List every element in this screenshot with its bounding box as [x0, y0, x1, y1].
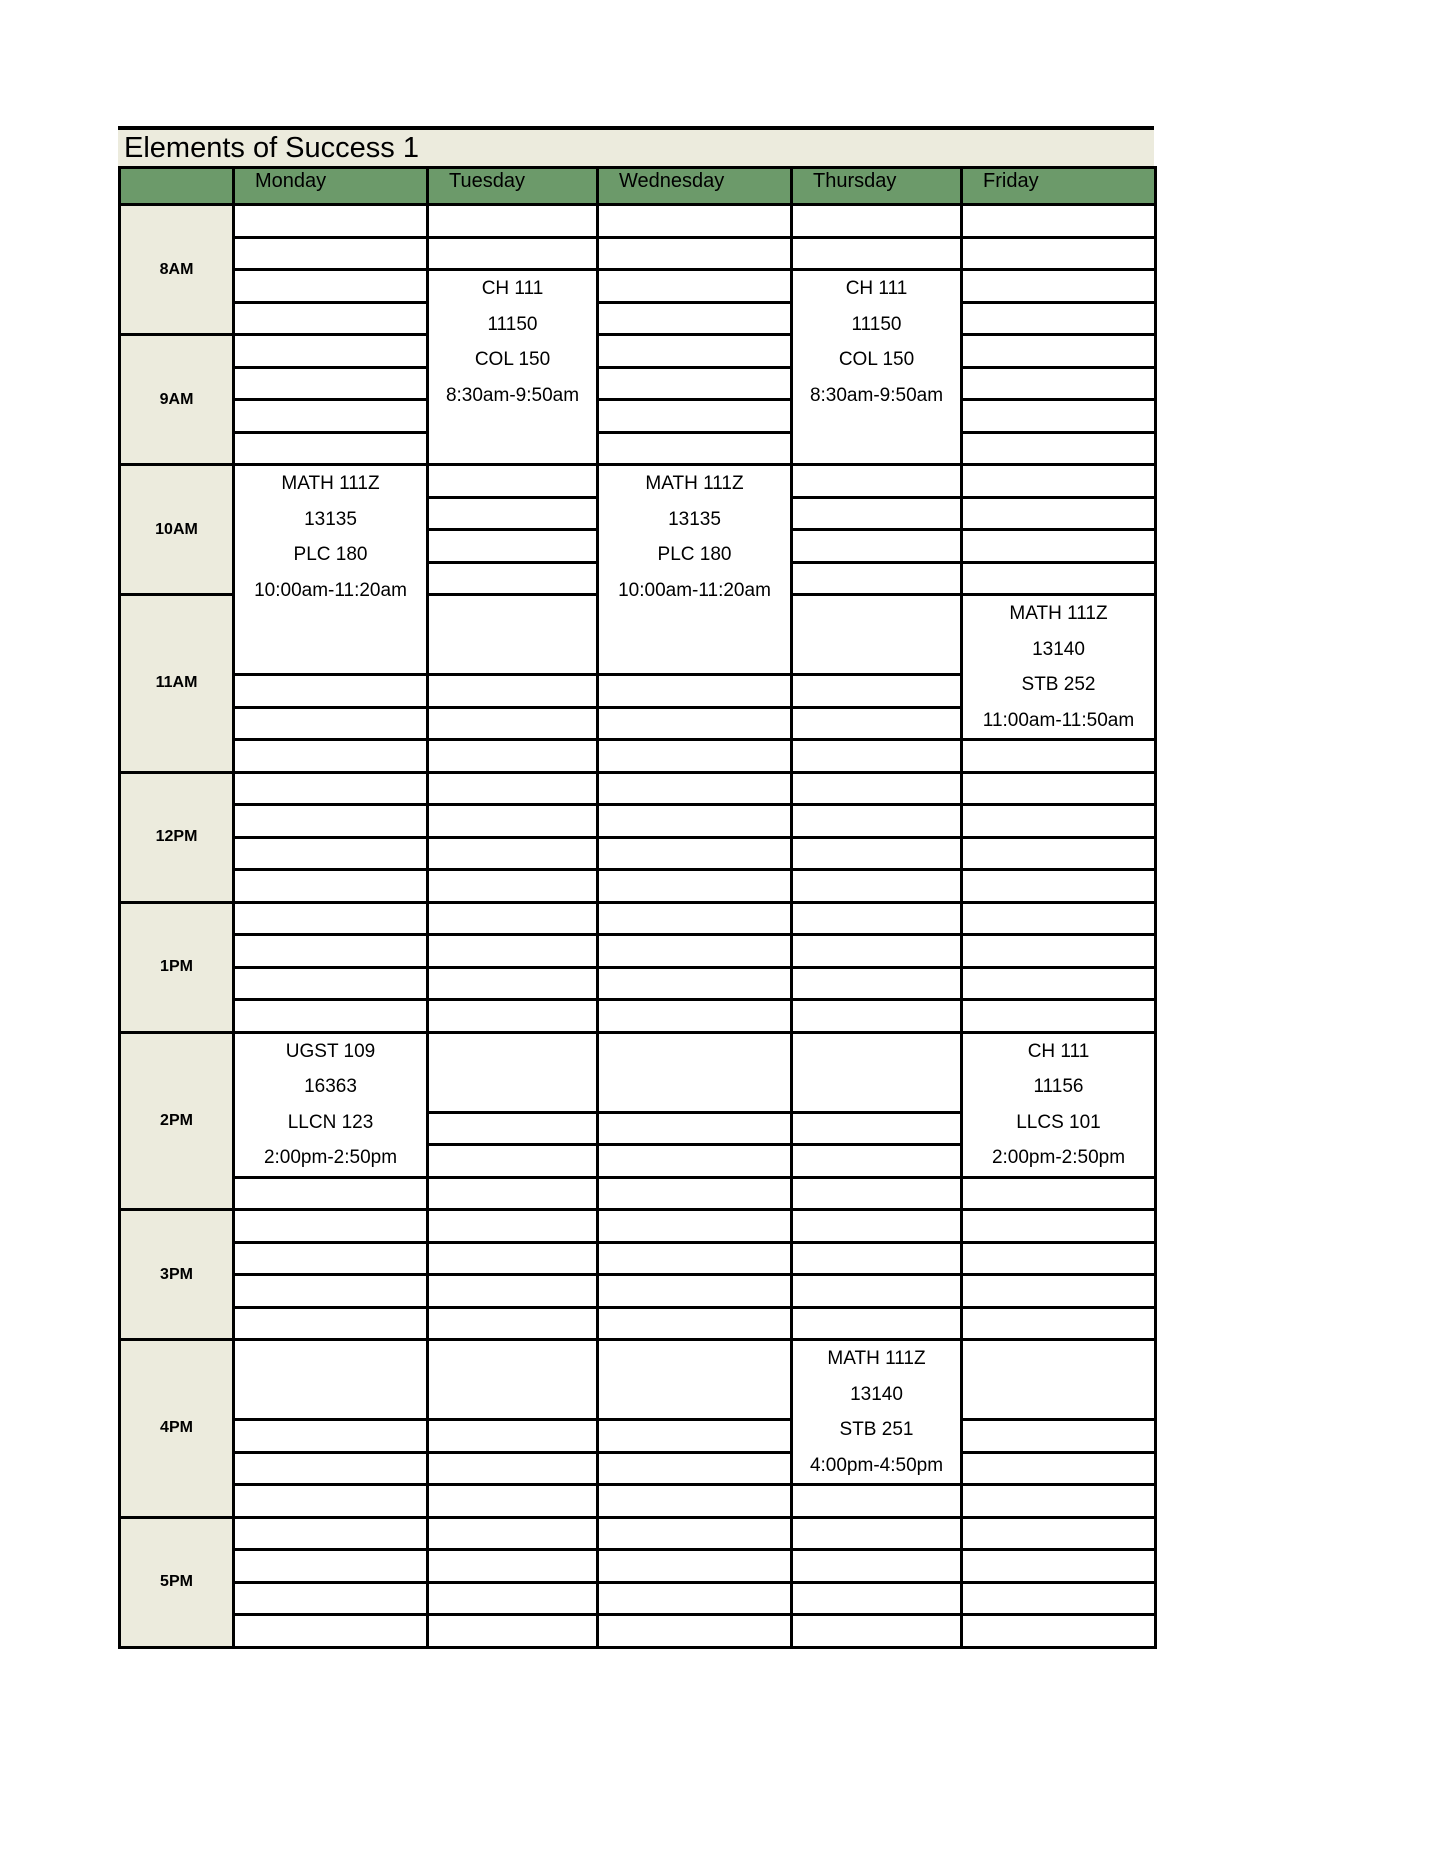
empty-slot — [234, 400, 428, 433]
empty-slot — [962, 1210, 1156, 1243]
time-label: 9AM — [120, 335, 234, 465]
empty-slot — [428, 1000, 598, 1033]
empty-slot — [428, 1420, 598, 1453]
schedule-table — [118, 166, 1157, 1649]
empty-slot — [234, 270, 428, 303]
schedule-row — [120, 805, 1156, 838]
empty-slot — [598, 1210, 792, 1243]
empty-slot — [428, 1032, 598, 1112]
empty-slot — [598, 1275, 792, 1308]
empty-slot — [962, 562, 1156, 595]
empty-slot — [234, 1615, 428, 1648]
class-block-line: 4:00pm-4:50pm — [809, 1454, 944, 1476]
schedule-row — [120, 1242, 1156, 1275]
schedule-row — [120, 1000, 1156, 1033]
empty-slot — [428, 805, 598, 838]
empty-slot — [598, 1420, 792, 1453]
time-label: 8AM — [120, 205, 234, 335]
class-block — [598, 465, 792, 675]
empty-slot — [598, 1452, 792, 1485]
empty-slot — [792, 205, 962, 238]
empty-slot — [792, 967, 962, 1000]
empty-slot — [792, 707, 962, 740]
empty-slot — [598, 1340, 792, 1420]
empty-slot — [598, 237, 792, 270]
empty-slot — [962, 902, 1156, 935]
empty-slot — [962, 400, 1156, 433]
class-block — [428, 270, 598, 465]
schedule-row — [120, 335, 1156, 368]
empty-slot — [598, 1615, 792, 1648]
empty-slot — [792, 1307, 962, 1340]
empty-slot — [792, 1550, 962, 1583]
empty-slot — [234, 967, 428, 1000]
empty-slot — [792, 837, 962, 870]
class-block-line: CH 111 — [845, 278, 908, 299]
empty-slot — [792, 772, 962, 805]
empty-slot — [598, 740, 792, 773]
empty-slot — [962, 805, 1156, 838]
day-header-friday: Friday — [962, 168, 1156, 205]
empty-slot — [598, 1550, 792, 1583]
empty-slot — [428, 1452, 598, 1485]
time-label: 2PM — [120, 1032, 234, 1210]
schedule-row — [120, 740, 1156, 773]
empty-slot — [234, 302, 428, 335]
empty-slot — [962, 1340, 1156, 1420]
class-block-line: 10:00am-11:20am — [618, 579, 771, 601]
class-block-line: COL 150 — [474, 349, 551, 370]
schedule-row — [120, 1420, 1156, 1453]
empty-slot — [792, 1210, 962, 1243]
empty-slot — [598, 1032, 792, 1112]
schedule-row — [120, 1307, 1156, 1340]
empty-slot — [598, 205, 792, 238]
class-block-line: MATH 111Z — [281, 473, 380, 494]
empty-slot — [792, 530, 962, 563]
schedule-row — [120, 270, 1156, 303]
empty-slot — [962, 935, 1156, 968]
class-block-line: 13135 — [668, 508, 721, 530]
empty-slot — [792, 870, 962, 903]
empty-slot — [792, 1485, 962, 1518]
empty-slot — [234, 1242, 428, 1275]
schedule-row — [120, 1582, 1156, 1615]
empty-slot — [428, 465, 598, 498]
empty-slot — [428, 1582, 598, 1615]
empty-slot — [792, 1112, 962, 1145]
empty-slot — [792, 1177, 962, 1210]
empty-slot — [598, 335, 792, 368]
schedule-row — [120, 902, 1156, 935]
class-block-line: CH 111 — [481, 278, 544, 299]
empty-slot — [428, 1340, 598, 1420]
empty-slot — [598, 1242, 792, 1275]
schedule-row — [120, 967, 1156, 1000]
empty-slot — [792, 562, 962, 595]
schedule-row — [120, 1275, 1156, 1308]
class-block-line: 2:00pm-2:50pm — [991, 1147, 1126, 1168]
schedule-title: Elements of Success 1 — [124, 132, 419, 164]
empty-slot — [428, 772, 598, 805]
empty-slot — [598, 707, 792, 740]
empty-slot — [234, 1307, 428, 1340]
empty-slot — [234, 837, 428, 870]
empty-slot — [598, 302, 792, 335]
empty-slot — [962, 1307, 1156, 1340]
empty-slot — [428, 1275, 598, 1308]
empty-slot — [962, 1275, 1156, 1308]
schedule-row — [120, 205, 1156, 238]
empty-slot — [598, 400, 792, 433]
class-block-line: 11150 — [851, 313, 902, 335]
empty-slot — [598, 1112, 792, 1145]
empty-slot — [428, 1517, 598, 1550]
empty-slot — [234, 1582, 428, 1615]
empty-slot — [962, 870, 1156, 903]
empty-slot — [792, 1242, 962, 1275]
empty-slot — [234, 1485, 428, 1518]
class-block-line: 11150 — [487, 313, 538, 335]
empty-slot — [598, 1145, 792, 1178]
empty-slot — [962, 1550, 1156, 1583]
empty-slot — [962, 1485, 1156, 1518]
empty-slot — [962, 1582, 1156, 1615]
class-block — [962, 595, 1156, 740]
empty-slot — [234, 1420, 428, 1453]
empty-slot — [962, 530, 1156, 563]
schedule-row — [120, 772, 1156, 805]
time-label: 3PM — [120, 1210, 234, 1340]
empty-slot — [598, 1307, 792, 1340]
empty-slot — [234, 805, 428, 838]
empty-slot — [598, 1582, 792, 1615]
schedule-row — [120, 367, 1156, 400]
empty-slot — [962, 1420, 1156, 1453]
schedule-sheet — [118, 126, 1154, 1649]
empty-slot — [428, 1242, 598, 1275]
empty-slot — [234, 432, 428, 465]
class-block-line: 13140 — [1032, 638, 1085, 660]
empty-slot — [792, 1145, 962, 1178]
empty-slot — [234, 1517, 428, 1550]
empty-slot — [792, 1000, 962, 1033]
time-label: 1PM — [120, 902, 234, 1032]
empty-slot — [598, 967, 792, 1000]
class-block-line: 16363 — [304, 1076, 357, 1097]
empty-slot — [792, 1615, 962, 1648]
empty-slot — [428, 870, 598, 903]
empty-slot — [428, 1307, 598, 1340]
empty-slot — [428, 1145, 598, 1178]
corner-header — [120, 168, 234, 205]
empty-slot — [598, 870, 792, 903]
empty-slot — [234, 1210, 428, 1243]
empty-slot — [234, 870, 428, 903]
class-block-line: PLC 180 — [293, 544, 368, 565]
empty-slot — [962, 205, 1156, 238]
time-label: 4PM — [120, 1340, 234, 1518]
schedule-row — [120, 1517, 1156, 1550]
class-block — [234, 465, 428, 675]
empty-slot — [598, 367, 792, 400]
empty-slot — [598, 902, 792, 935]
schedule-body — [120, 205, 1156, 1648]
empty-slot — [234, 205, 428, 238]
empty-slot — [598, 935, 792, 968]
empty-slot — [962, 270, 1156, 303]
empty-slot — [792, 1032, 962, 1112]
empty-slot — [234, 740, 428, 773]
schedule-row — [120, 400, 1156, 433]
class-block-line: 2:00pm-2:50pm — [263, 1147, 398, 1168]
empty-slot — [792, 935, 962, 968]
schedule-row — [120, 1615, 1156, 1648]
empty-slot — [962, 772, 1156, 805]
empty-slot — [234, 902, 428, 935]
empty-slot — [598, 1177, 792, 1210]
empty-slot — [428, 740, 598, 773]
empty-slot — [598, 1000, 792, 1033]
day-header-tuesday: Tuesday — [428, 168, 598, 205]
empty-slot — [792, 740, 962, 773]
class-block — [962, 1032, 1156, 1177]
empty-slot — [792, 497, 962, 530]
schedule-row — [120, 302, 1156, 335]
class-block-line: 8:30am-9:50am — [445, 384, 580, 406]
empty-slot — [234, 1452, 428, 1485]
empty-slot — [428, 707, 598, 740]
empty-slot — [428, 967, 598, 1000]
empty-slot — [792, 1275, 962, 1308]
schedule-row — [120, 432, 1156, 465]
empty-slot — [962, 367, 1156, 400]
day-header-wednesday: Wednesday — [598, 168, 792, 205]
empty-slot — [792, 237, 962, 270]
schedule-row — [120, 1177, 1156, 1210]
class-block-line: 13140 — [850, 1383, 903, 1405]
empty-slot — [428, 205, 598, 238]
empty-slot — [428, 595, 598, 675]
empty-slot — [428, 675, 598, 708]
empty-slot — [234, 367, 428, 400]
time-label: 11AM — [120, 595, 234, 773]
empty-slot — [428, 1177, 598, 1210]
day-header-row — [120, 168, 1156, 205]
empty-slot — [962, 237, 1156, 270]
empty-slot — [598, 432, 792, 465]
class-block-line: 8:30am-9:50am — [809, 384, 944, 406]
empty-slot — [234, 707, 428, 740]
schedule-row — [120, 237, 1156, 270]
empty-slot — [234, 772, 428, 805]
empty-slot — [962, 497, 1156, 530]
empty-slot — [428, 1550, 598, 1583]
empty-slot — [234, 1275, 428, 1308]
schedule-row — [120, 1485, 1156, 1518]
empty-slot — [428, 935, 598, 968]
empty-slot — [962, 740, 1156, 773]
empty-slot — [428, 237, 598, 270]
empty-slot — [962, 465, 1156, 498]
day-header-monday: Monday — [234, 168, 428, 205]
empty-slot — [792, 1582, 962, 1615]
empty-slot — [598, 1485, 792, 1518]
empty-slot — [234, 1340, 428, 1420]
empty-slot — [962, 1000, 1156, 1033]
empty-slot — [962, 1242, 1156, 1275]
empty-slot — [428, 497, 598, 530]
empty-slot — [962, 432, 1156, 465]
class-block-line: STB 252 — [1021, 674, 1096, 695]
empty-slot — [428, 1210, 598, 1243]
class-block-line: MATH 111Z — [645, 473, 744, 494]
empty-slot — [428, 530, 598, 563]
schedule-row — [120, 1550, 1156, 1583]
empty-slot — [428, 1615, 598, 1648]
empty-slot — [792, 595, 962, 675]
time-label: 12PM — [120, 772, 234, 902]
empty-slot — [792, 1517, 962, 1550]
class-block — [234, 1032, 428, 1177]
class-block — [792, 1340, 962, 1485]
day-header-thursday: Thursday — [792, 168, 962, 205]
schedule-row — [120, 837, 1156, 870]
empty-slot — [234, 1550, 428, 1583]
empty-slot — [598, 1517, 792, 1550]
empty-slot — [234, 675, 428, 708]
empty-slot — [428, 1485, 598, 1518]
class-block-line: MATH 111Z — [827, 1348, 926, 1369]
class-block-line: UGST 109 — [285, 1040, 376, 1062]
empty-slot — [598, 805, 792, 838]
class-block-line: 11156 — [1033, 1076, 1084, 1097]
schedule-row — [120, 465, 1156, 498]
empty-slot — [598, 675, 792, 708]
empty-slot — [962, 1517, 1156, 1550]
empty-slot — [428, 1112, 598, 1145]
empty-slot — [962, 335, 1156, 368]
time-label: 10AM — [120, 465, 234, 595]
class-block-line: CH 111 — [1027, 1040, 1090, 1062]
class-block-line: STB 251 — [839, 1419, 914, 1440]
empty-slot — [962, 302, 1156, 335]
empty-slot — [428, 902, 598, 935]
class-block-line: PLC 180 — [657, 544, 732, 565]
empty-slot — [792, 805, 962, 838]
class-block-line: MATH 111Z — [1009, 603, 1108, 624]
empty-slot — [234, 237, 428, 270]
class-block — [792, 270, 962, 465]
empty-slot — [234, 935, 428, 968]
class-block-line: LLCN 123 — [287, 1111, 374, 1133]
class-block-line: 10:00am-11:20am — [254, 579, 407, 601]
empty-slot — [598, 270, 792, 303]
class-block-line: 13135 — [304, 508, 357, 530]
empty-slot — [962, 1452, 1156, 1485]
empty-slot — [962, 1177, 1156, 1210]
empty-slot — [428, 837, 598, 870]
empty-slot — [962, 1615, 1156, 1648]
empty-slot — [962, 967, 1156, 1000]
empty-slot — [234, 335, 428, 368]
empty-slot — [792, 902, 962, 935]
empty-slot — [428, 562, 598, 595]
class-block-line: COL 150 — [838, 349, 915, 370]
time-label: 5PM — [120, 1517, 234, 1647]
schedule-title-bar — [118, 126, 1154, 166]
empty-slot — [598, 837, 792, 870]
class-block-line: 11:00am-11:50am — [982, 709, 1135, 731]
empty-slot — [962, 837, 1156, 870]
empty-slot — [234, 1177, 428, 1210]
schedule-row — [120, 1452, 1156, 1485]
empty-slot — [792, 465, 962, 498]
class-block-line: LLCS 101 — [1016, 1111, 1101, 1133]
empty-slot — [598, 772, 792, 805]
schedule-row — [120, 935, 1156, 968]
empty-slot — [792, 675, 962, 708]
schedule-row — [120, 1210, 1156, 1243]
empty-slot — [234, 1000, 428, 1033]
schedule-row — [120, 870, 1156, 903]
